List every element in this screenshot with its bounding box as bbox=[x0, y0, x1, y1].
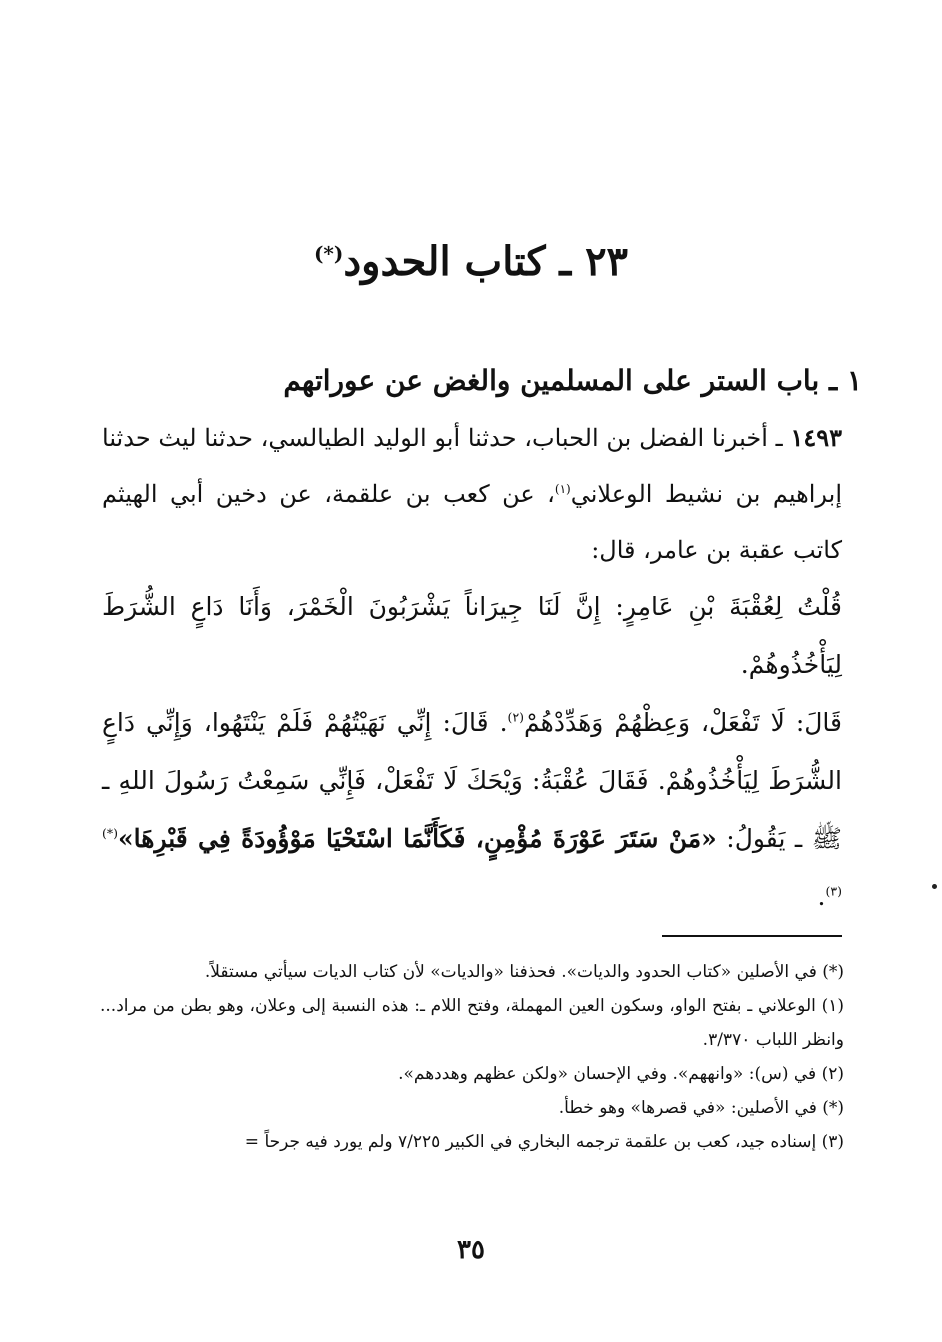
hadith-quote-2 bbox=[102, 694, 842, 926]
page-number: ٣٥ bbox=[457, 1235, 485, 1265]
isnad-text-1: ـ أخبرنا الفضل بن الحباب، حدثنا أبو الوليد الطيالسي، حدثنا ليث حدثنا إبراهيم بن نشيط الوعلاني bbox=[102, 424, 843, 508]
hadith-isnad bbox=[102, 410, 842, 578]
footnote-item: (١) الوعلاني ـ بفتح الواو، وسكون العين المهملة، وفتح اللام ـ: هذه النسبة إلى وعلان، وهو بطن من مراد... وانظر اللباب ٣/٣٧٠. bbox=[100, 996, 844, 1050]
footnote-item: (*) في الأصلين: «في قصرها» وهو خطأ. bbox=[558, 1098, 844, 1118]
footnote-divider bbox=[662, 935, 842, 937]
footnote-marker-2: (٢) bbox=[507, 709, 525, 725]
footnote-item: (*) في الأصلين «كتاب الحدود والديات». فحذفنا «والديات» لأن كتاب الديات سيأتي مستقلاً. bbox=[204, 962, 844, 982]
footnote-item: (٣) إسناده جيد، كعب بن علقمة ترجمه البخاري في الكبير ٧/٢٢٥ ولم يورد فيه جرحاً = bbox=[244, 1132, 844, 1152]
footnote-marker-1: (١) bbox=[554, 482, 571, 496]
footnote-marker-3: (*)(٣) bbox=[102, 825, 842, 899]
hadith-quote-1: قُلْتُ لِعُقْبَةَ بْنِ عَامِرٍ: إِنَّ لَنَا جِيرَاناً يَشْرَبُونَ الْخَمْرَ، وَأَنَا دَاعٍ الشُّرَطَ لِيَأْخُذُوهُمْ. bbox=[102, 592, 842, 679]
quote2-end: . bbox=[817, 882, 826, 911]
footnotes-list bbox=[100, 955, 844, 1159]
book-title-text: ٢٣ ـ كتاب الحدود bbox=[343, 238, 629, 285]
isnad-text-2: ، عن كعب بن علقمة، عن دخين أبي الهيثم كاتب عقبة بن عامر، قال: bbox=[102, 480, 842, 564]
prophetic-saying: «مَنْ سَتَرَ عَوْرَةَ مُؤْمِنٍ، فَكَأَنَّمَا اسْتَحْيَا مَوْؤُودَةً فِي قَبْرِهَا» bbox=[118, 824, 717, 853]
book-title-footnote-marker: (*) bbox=[313, 241, 344, 266]
book-title bbox=[0, 232, 942, 292]
hadith-number: ١٤٩٣ bbox=[790, 423, 842, 452]
quote2-text-2: . قَالَ: إِنِّي نَهَيْتُهُمْ فَلَمْ يَنْتَهُوا، وَإِنِّي دَاعٍ الشُّرَطَ لِيَأْخُذُوهُمْ. فَقَالَ عُقْبَةُ: وَيْحَكَ لَا تَفْعَلْ، فَإِنِّي سَمِعْتُ رَسُولَ اللهِ ـ ﷺ ـ يَقُولُ: bbox=[102, 708, 842, 853]
scan-mark bbox=[932, 884, 937, 889]
footnote-item: (٢) في (س): «وانههم». وفي الإحسان «ولكن عظهم وهددهم». bbox=[398, 1064, 844, 1084]
quote2-text-1: قَالَ: لَا تَفْعَلْ، وَعِظْهُمْ وَهَدِّدْهُمْ bbox=[524, 708, 843, 737]
chapter-heading: ١ ـ باب الستر على المسلمين والغض عن عوراتهم bbox=[283, 364, 862, 397]
